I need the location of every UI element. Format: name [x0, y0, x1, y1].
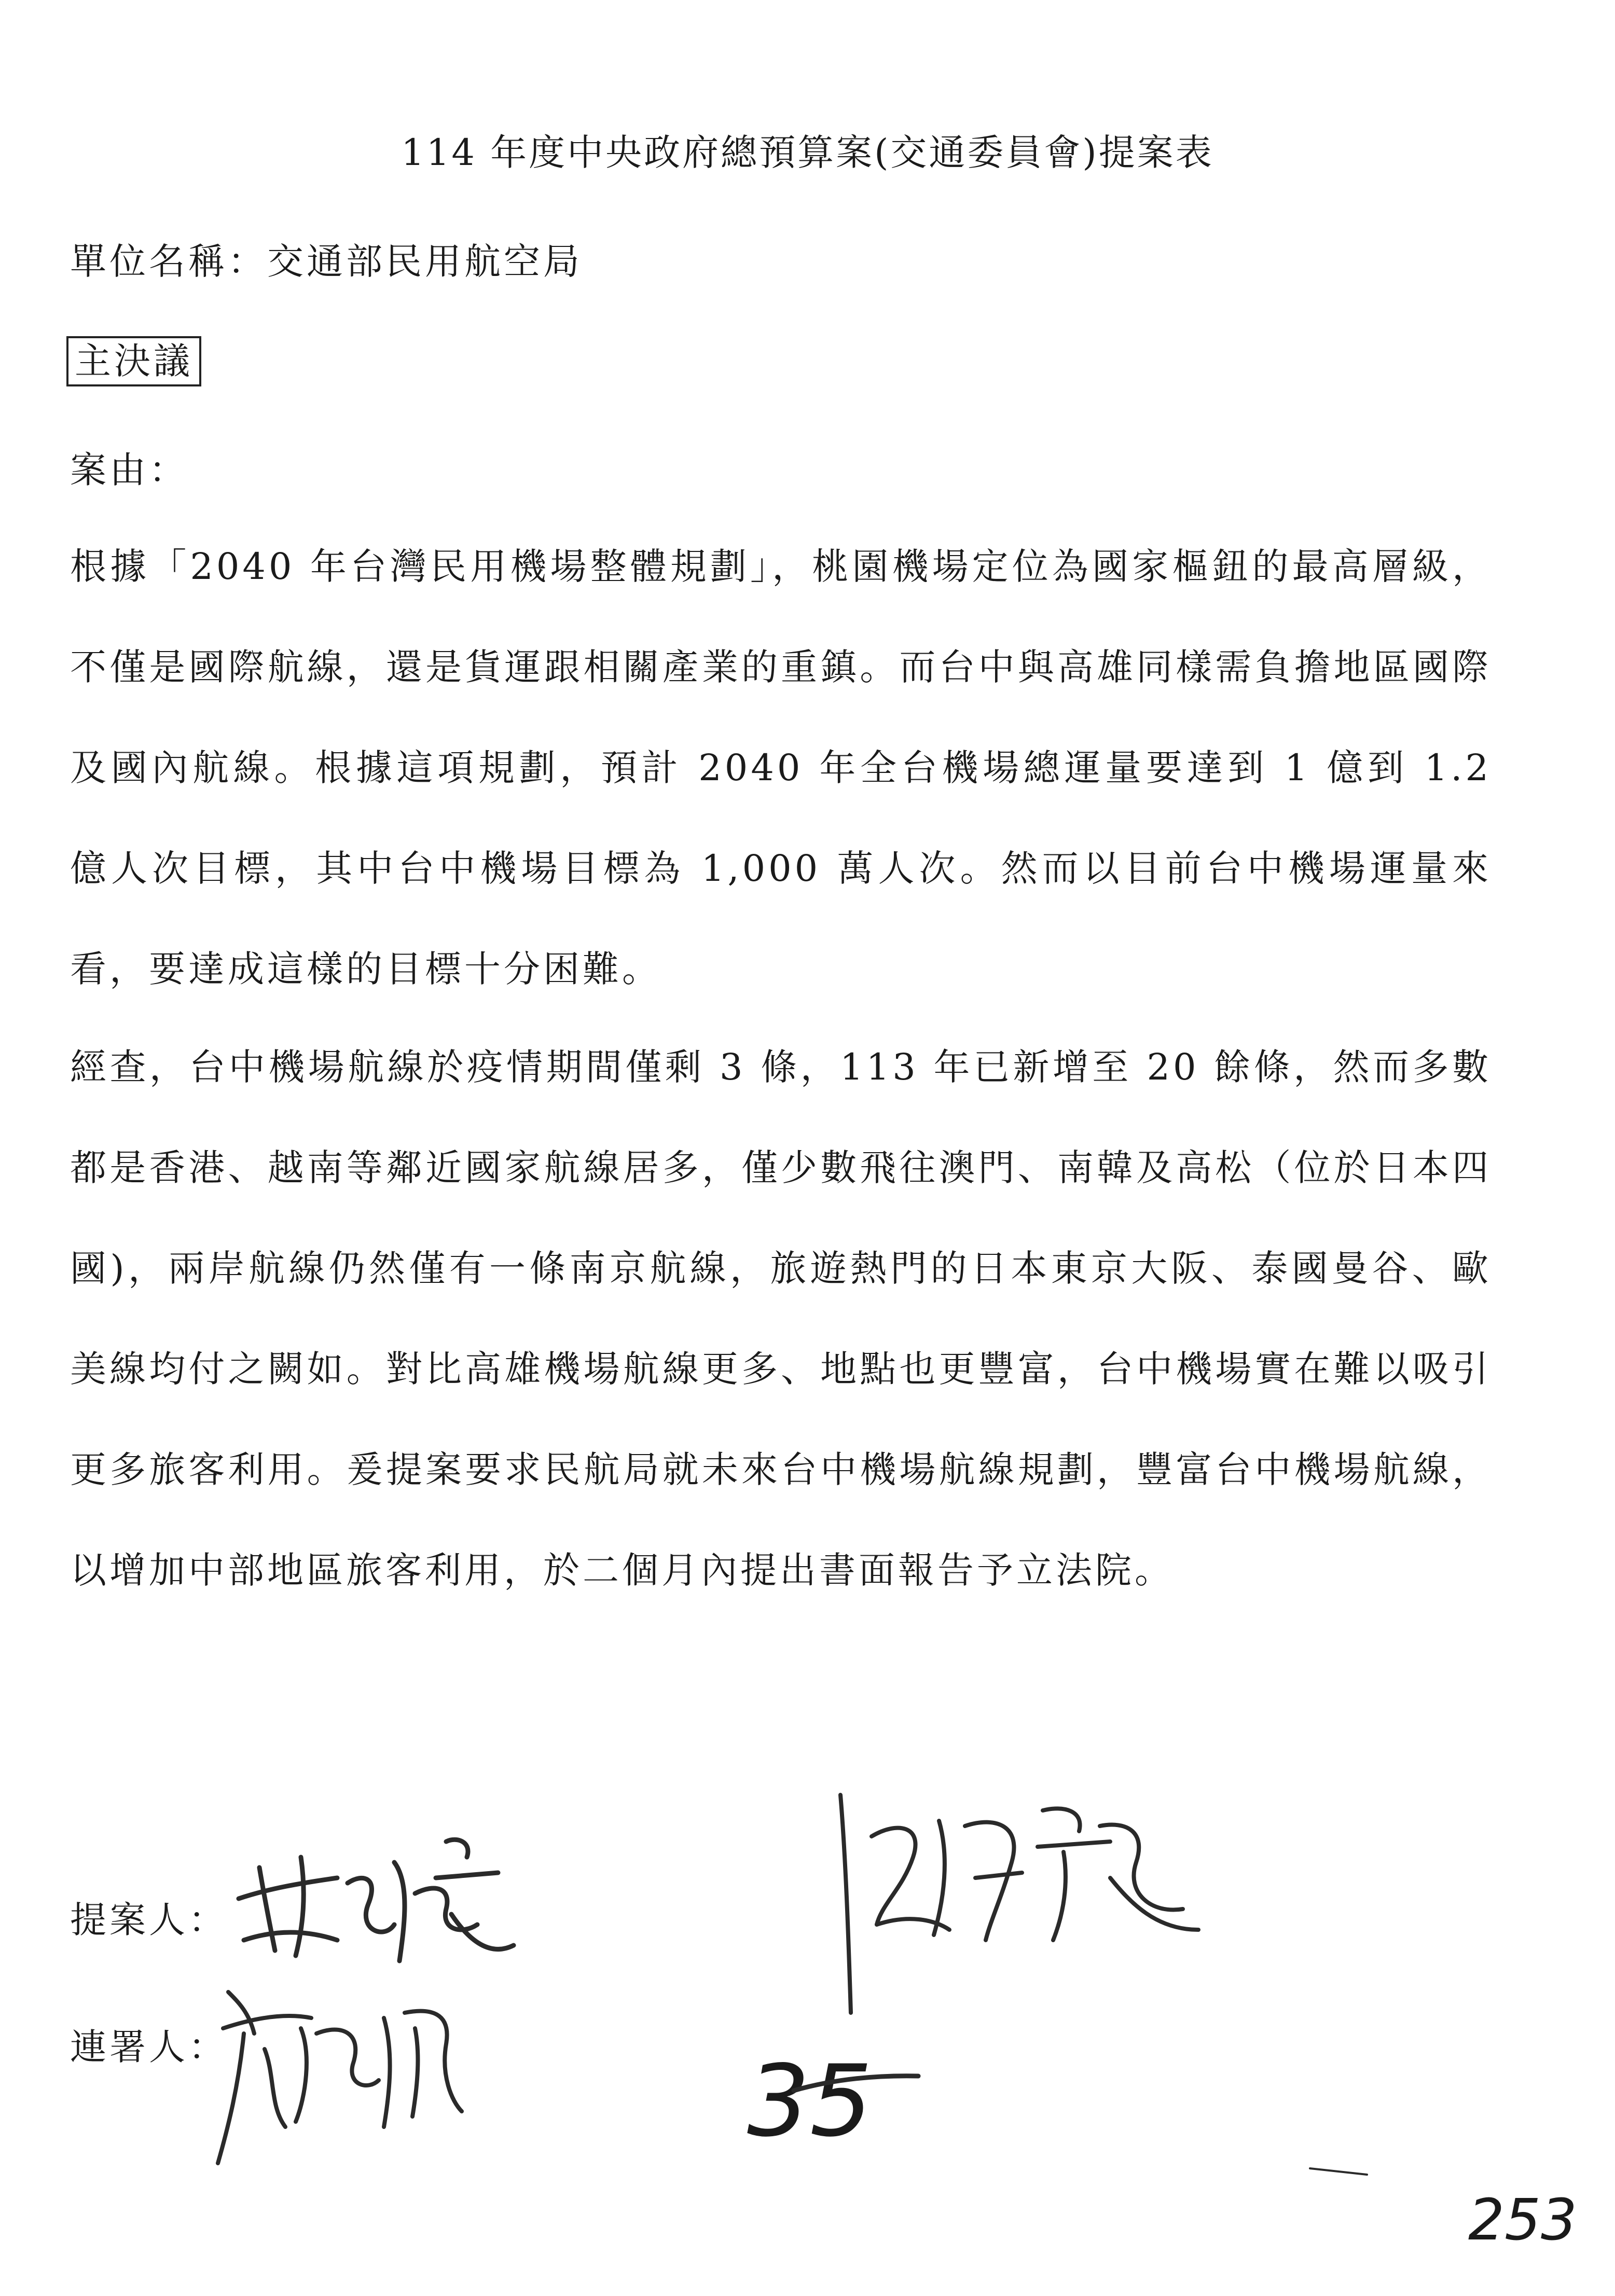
reason-label: 案由：: [70, 449, 188, 491]
cosigner-signature: [208, 1971, 488, 2168]
handwritten-underline: [789, 2070, 923, 2101]
proposer-signature: [228, 1821, 519, 1976]
stray-mark: [1307, 2163, 1370, 2179]
handwritten-number: 35: [747, 2044, 873, 2159]
page-number: 253: [1468, 2187, 1577, 2253]
unit-name-line: 單位名稱：交通部民用航空局: [70, 240, 583, 283]
proposer-label: 提案人：: [70, 1899, 228, 1941]
document-title: 114 年度中央政府總預算案(交通委員會)提案表: [401, 131, 1214, 174]
cosigner-label: 連署人：: [70, 2026, 228, 2068]
resolution-tag: 主決議: [66, 336, 201, 386]
reason-paragraph-2: 經查，台中機場航線於疫情期間僅剩 3 條，113 年已新增至 20 餘條，然而多數都是香港、越南等鄰近國家航線居多，僅少數飛往澳門、南韓及高松（位於日本四國)，兩岸航線仍然僅有一條南京航線，旅遊熱門的日本東京大阪、泰國曼谷、歐美線均付之闕如。對比高雄機場航線更多、地點也更豐富，台中機場實在難以吸引更多旅客利用。爰提案要求民航局就未來台中機場航線規劃，豐富台中機場航線，以增加中部地區旅客利用，於二個月內提出書面報告予立法院。: [70, 1046, 1492, 1592]
reason-paragraph-1: 根據「2040 年台灣民用機場整體規劃」，桃園機場定位為國家樞鈕的最高層級，不僅是國際航線，還是貨運跟相關產業的重鎮。而台中與高雄同樣需負擔地區國際及國內航線。根據這項規劃，預計 2040 年全台機場總運量要達到 1 億到 1.2 億人次目標，其中台中機場目標為 1,000 萬人次。然而以目前台中機場運量來看，要達成這樣的目標十分困難。: [70, 545, 1492, 990]
third-signature: [820, 1774, 1214, 2065]
